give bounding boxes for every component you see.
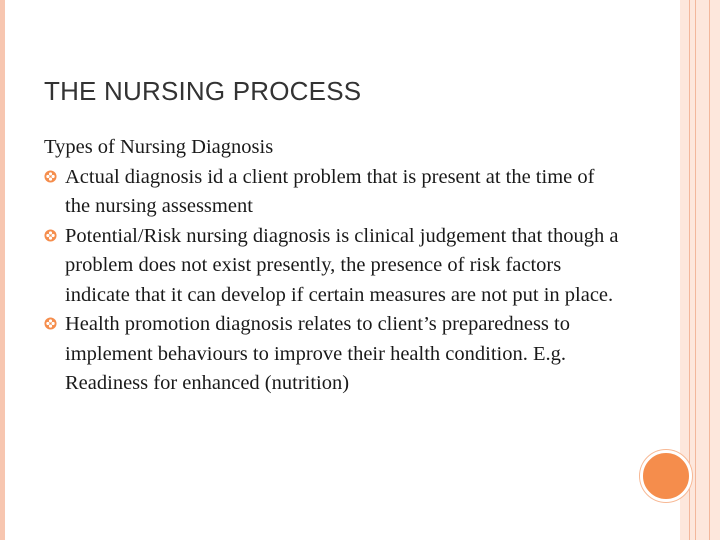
right-stripe-line: [709, 0, 710, 540]
bullet-text: Health promotion diagnosis relates to client’s preparedness to implement behaviours to improve their health condition. E.g. Readiness for enhanced (nutrition): [65, 313, 570, 394]
bullet-list: [44, 163, 624, 399]
right-stripe-line: [689, 0, 690, 540]
bullet-text: Actual diagnosis id a client problem that is present at the time of the nursing assessment: [65, 165, 595, 217]
left-border-decoration: [0, 0, 5, 540]
bullet-item: [44, 163, 624, 222]
bullet-item: [44, 222, 624, 311]
flower-bullet-icon: [44, 170, 57, 183]
flower-bullet-icon: [44, 229, 57, 242]
flower-bullet-icon: [44, 317, 57, 330]
slide-body: [44, 133, 624, 399]
subheading: Types of Nursing Diagnosis: [44, 136, 274, 158]
bullet-text: Potential/Risk nursing diagnosis is clinical judgement that though a problem does not exist presently, the presence of risk factors indicate that it can develop if certain measures are not put in place.: [65, 224, 619, 306]
bullet-item: [44, 310, 624, 399]
slide-title: THE NURSING PROCESS: [44, 76, 362, 106]
accent-circle-decoration: [640, 450, 692, 502]
right-stripe-line: [695, 0, 696, 540]
